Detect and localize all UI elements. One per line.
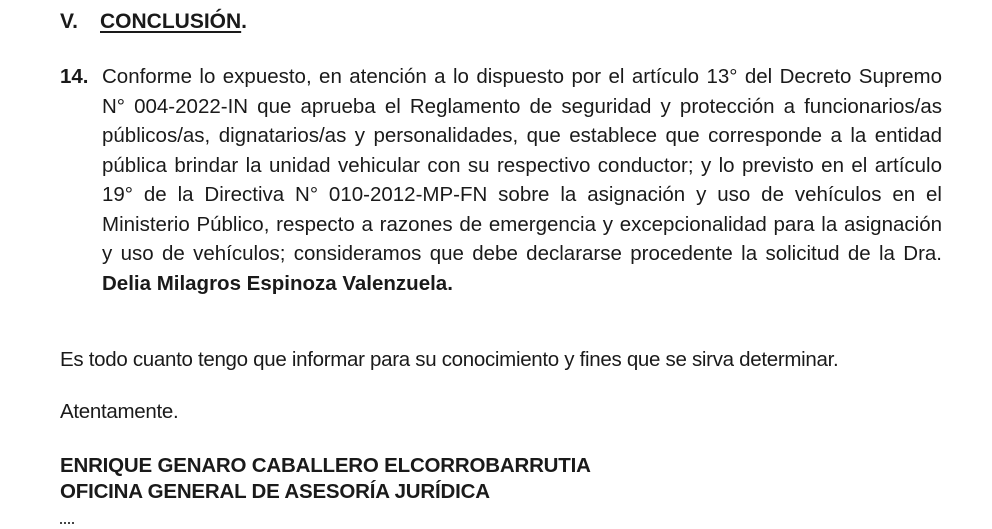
paragraph-body	[102, 62, 942, 298]
cut-off-text-fragment	[60, 522, 74, 528]
applicant-name: Delia Milagros Espinoza Valenzuela.	[102, 271, 453, 295]
section-heading	[60, 10, 247, 34]
signature-block	[60, 453, 591, 505]
section-title-suffix: .	[241, 10, 248, 33]
regards: Atentamente.	[60, 400, 179, 423]
signatory-office: OFICINA GENERAL DE ASESORÍA JURÍDICA	[60, 480, 490, 503]
paragraph-number: 14.	[60, 65, 89, 88]
paragraph-text: Conforme lo expuesto, en atención a lo dispuesto por el artículo 13° del Decreto Supremo N° 004-2022-IN que aprueba el Reglamento de seguridad y protección a funcionarios/as públicos/as, dignatarios/as y personalidades, que establece que corresponde a la entidad pública brindar la unidad vehicular con su respectivo conductor; y lo previsto en el artículo 19° de la Directiva N° 010-2012-MP-FN sobre la asignación y uso de vehículos en el Ministerio Público, respecto a razones de emergencia y excepcionalidad para la asignación y uso de vehículos; consideramos que debe declararse procedente la solicitud de la Dra.	[102, 65, 942, 265]
section-number: V.	[60, 10, 78, 33]
numbered-paragraph	[60, 62, 942, 298]
section-title: CONCLUSIÓN	[100, 10, 242, 33]
closing-sentence: Es todo cuanto tengo que informar para su conocimiento y fines que se sirva determinar.	[60, 348, 839, 371]
signatory-name: ENRIQUE GENARO CABALLERO ELCORROBARRUTIA	[60, 454, 591, 477]
